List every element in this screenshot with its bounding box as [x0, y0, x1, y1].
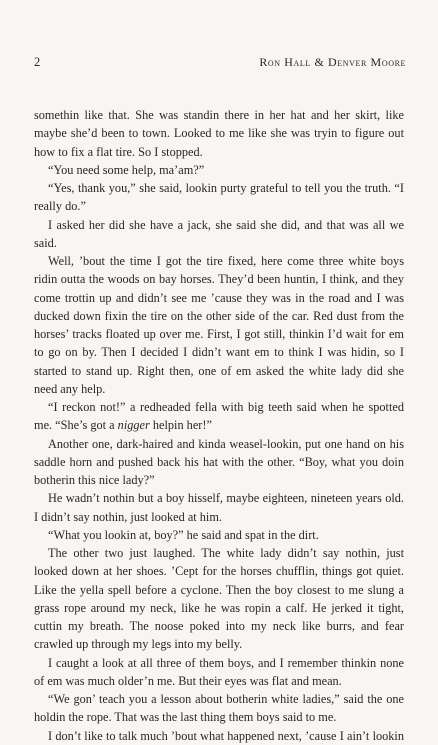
body-text [34, 106, 404, 745]
paragraph: He wadn’t nothin but a boy hisself, maybe eighteen, nineteen years old. I didn’t say nothin, just looked at him. [34, 491, 404, 524]
paragraph: “Yes, thank you,” she said, lookin purty grateful to tell you the truth. “I really do.” [34, 181, 404, 214]
paragraph [34, 398, 404, 435]
paragraph: I caught a look at all three of them boys, and I remember thinkin none of em was much older’n me. But their eyes was flat and mean. [34, 655, 404, 688]
paragraph: I don’t like to talk much ’bout what happened next, ’cause I ain’t lookin [48, 728, 404, 743]
paragraph: somethin like that. She was standin there in her hat and her skirt, like maybe she’d been to town. Looked to me like she was tryin to figure out how to fix a flat tire. So I stopped. [34, 108, 404, 159]
paragraph: I asked her did she have a jack, she said she did, and that was all we said. [34, 217, 404, 250]
paragraph: The other two just laughed. The white lady didn’t say nothin, just looked down at her shoes. ’Cept for the horses chufflin, things got quiet. Like the yella spell before a cyclone. Then the boy closest to me slung a grass rope around my neck, like he was ropin a calf. He jerked it tight, cuttin my breath. The noose poked into my neck like burrs, and fear crawled up through my legs into my belly. [34, 546, 404, 652]
page-number: 2 [34, 55, 41, 69]
paragraph: Another one, dark-haired and kinda weasel-lookin, put one hand on his saddle horn and pushed back his hat with the other. “Boy, what you doin botherin this nice lady?” [34, 436, 404, 487]
running-head: Ron Hall & Denver Moore [259, 55, 406, 69]
paragraph-text: helpin her!” [149, 418, 212, 433]
paragraph: Well, ’bout the time I got the tire fixed, here come three white boys ridin outta the woods on bay horses. They’d been huntin, I think, and they come trottin up and didn’t see me ’cause they was in the road and I was ducked down fixin the tire on the other side of the car. Red dust from the horses’ tracks floated up over me. First, I got still, thinkin I’d wait for em to go on by. Then I decided I didn’t want em to think I was hidin, so I started to stand up. Right then, one of em asked the white lady did she need any help. [34, 254, 404, 396]
paragraph: “You need some help, ma’am?” [48, 162, 205, 177]
paragraph: “We gon’ teach you a lesson about botherin white ladies,” said the one holdin the rope. That was the last thing them boys said to me. [34, 692, 404, 725]
paragraph-text: “I reckon not!” a redheaded fella with big teeth said when he spotted me. “She’s got a [34, 400, 404, 433]
paragraph: “What you lookin at, boy?” he said and spat in the dirt. [48, 527, 319, 542]
emphasized-word: nigger [117, 418, 150, 433]
